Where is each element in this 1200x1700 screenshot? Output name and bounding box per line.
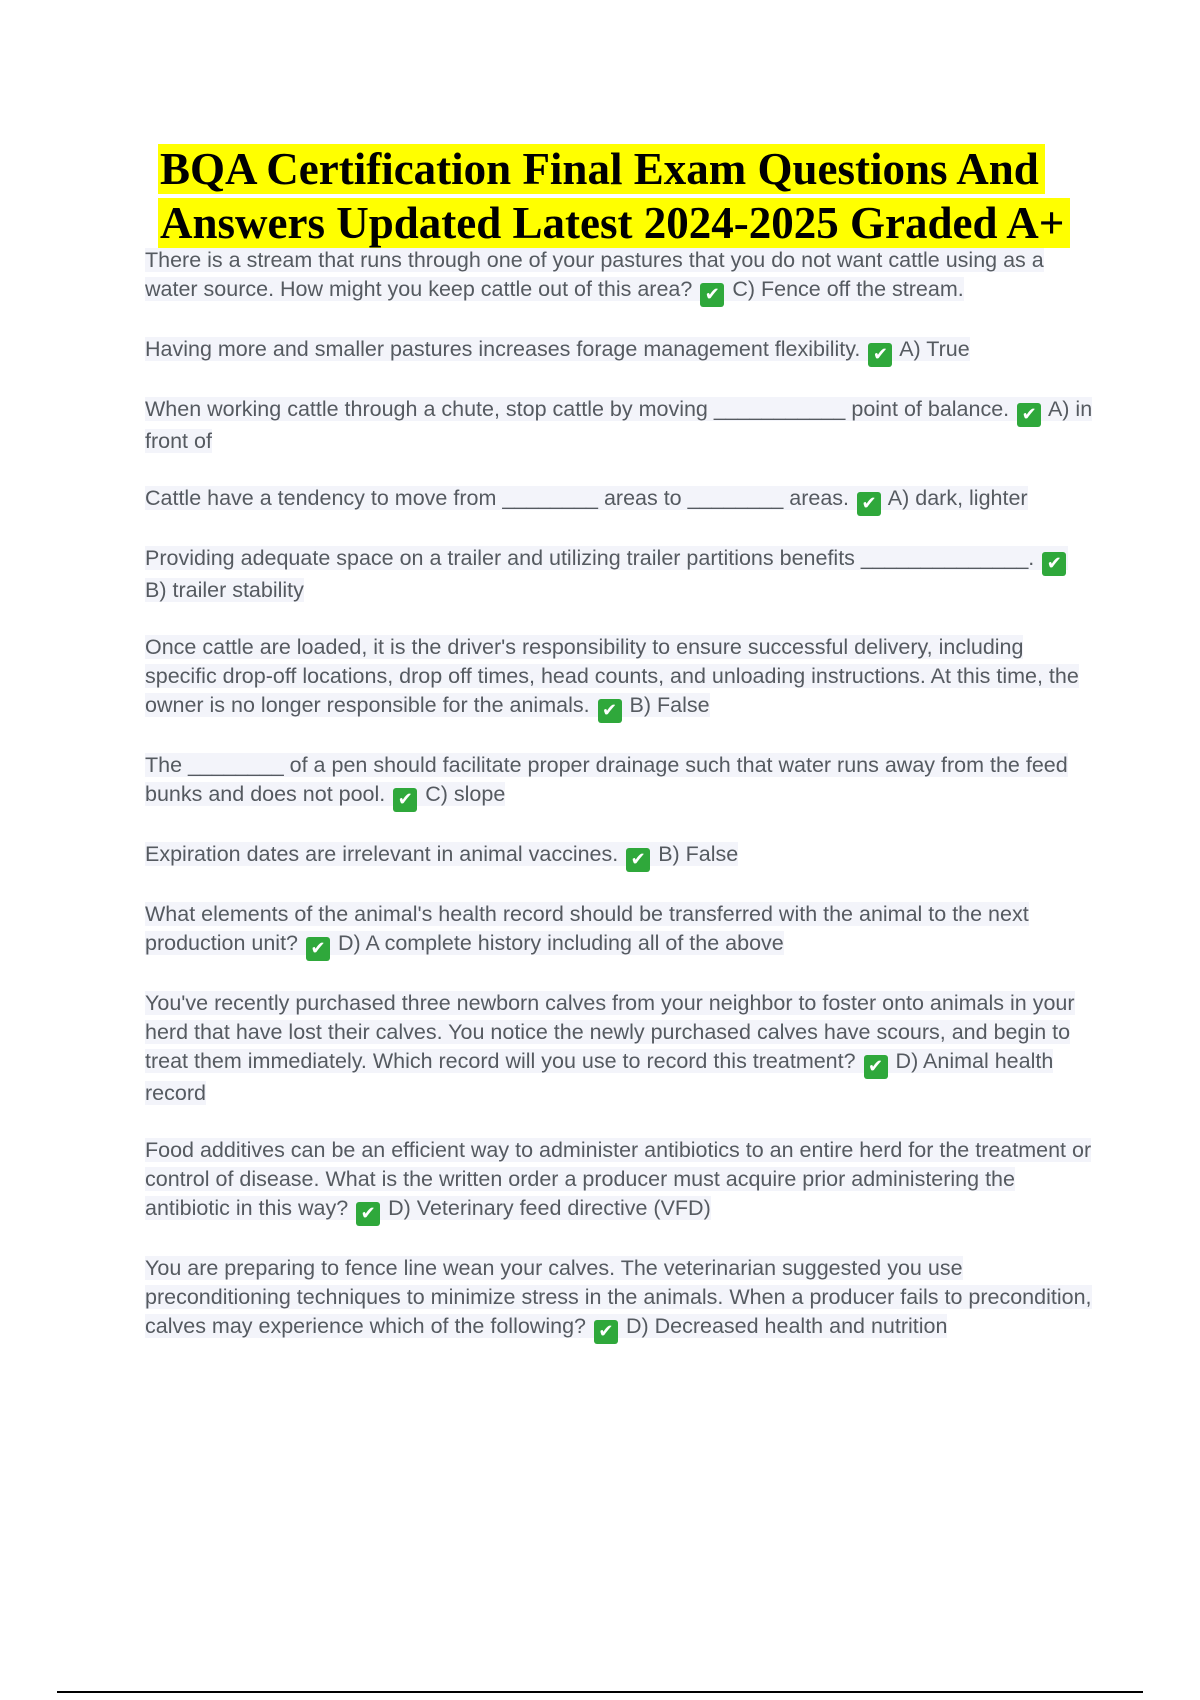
check-mark-icon: ✔ [700,283,724,307]
qa-item [145,395,1095,456]
qa-highlight [145,635,1079,721]
check-mark-icon: ✔ [393,788,417,812]
check-mark-icon: ✔ [868,343,892,367]
answer-text: D) Decreased health and nutrition [625,1314,948,1338]
qa-highlight [145,991,1075,1105]
qa-item [145,1254,1095,1344]
qa-highlight [145,1138,1092,1224]
qa-highlight [145,902,1029,959]
qa-highlight [145,1256,1092,1342]
question-text: Providing adequate space on a trailer and utilizing trailer partitions benefits ______________. [145,546,1035,570]
answer-text: B) False [629,693,710,717]
qa-item [145,246,1095,307]
answer-text: A) in front of [145,397,1093,453]
qa-highlight [145,842,739,870]
check-mark-icon: ✔ [356,1202,380,1226]
check-mark-icon: ✔ [864,1055,888,1079]
question-text: Having more and smaller pastures increases forage management flexibility. [145,337,861,361]
question-text: There is a stream that runs through one of your pastures that you do not want cattle using as a water source. How might you keep cattle out of this area? [145,248,1044,301]
qa-highlight [145,546,1068,602]
question-text: You are preparing to fence line wean your calves. The veterinarian suggested you use preconditioning techniques to minimize stress in the animals. When a producer fails to precondition, calves may experience which of the following? [145,1256,1092,1338]
qa-item [145,633,1095,723]
answer-text: D) A complete history including all of the above [337,931,784,955]
page-title [158,142,1148,250]
qa-item [145,751,1095,812]
check-mark-icon: ✔ [1042,552,1066,576]
question-text: Cattle have a tendency to move from ________ areas to ________ areas. [145,486,849,510]
answer-text: D) Veterinary feed directive (VFD) [388,1196,711,1220]
question-text: Food additives can be an efficient way to administer antibiotics to an entire herd for the treatment or control of disease. What is the written order a producer must acquire prior administering the antibiotic in this way? [145,1138,1092,1220]
check-mark-icon: ✔ [1017,403,1041,427]
answer-text: C) Fence off the stream. [732,277,964,301]
check-mark-icon: ✔ [306,937,330,961]
question-text: Expiration dates are irrelevant in animal vaccines. [145,842,619,866]
question-text: When working cattle through a chute, stop cattle by moving ___________ point of balance. [145,397,1010,421]
qa-item [145,484,1095,516]
question-text: You've recently purchased three newborn calves from your neighbor to foster onto animals in your herd that have lost their calves. You notice the newly purchased calves have scours, and begin to treat them immediately. Which record will you use to record this treatment? [145,991,1075,1073]
question-list [145,246,1095,1372]
qa-highlight [145,753,1068,810]
qa-item [145,989,1095,1108]
check-mark-icon: ✔ [626,848,650,872]
check-mark-icon: ✔ [598,699,622,723]
qa-highlight [145,337,970,365]
answer-text: C) slope [425,782,506,806]
qa-highlight [145,486,1028,514]
answer-text: B) False [658,842,739,866]
answer-text: A) True [899,337,970,361]
qa-item [145,1136,1095,1226]
answer-text: D) Animal health record [145,1049,1054,1105]
answer-text: B) trailer stability [145,578,304,602]
check-mark-icon: ✔ [594,1320,618,1344]
question-text: The ________ of a pen should facilitate proper drainage such that water runs away from the feed bunks and does not pool. [145,753,1068,806]
qa-highlight [145,248,1044,305]
title-text: BQA Certification Final Exam Questions And Answers Updated Latest 2024-2025 Graded A+ [158,144,1070,248]
qa-highlight [145,397,1092,453]
check-mark-icon: ✔ [857,492,881,516]
qa-item [145,840,1095,872]
answer-text: A) dark, lighter [887,486,1028,510]
question-text: What elements of the animal's health record should be transferred with the animal to the next production unit? [145,902,1029,955]
question-text: Once cattle are loaded, it is the driver's responsibility to ensure successful delivery, including specific drop-off locations, drop off times, head counts, and unloading instructions. At this time, the owner is no longer responsible for the animals. [145,635,1079,717]
qa-item [145,335,1095,367]
qa-item [145,900,1095,961]
qa-item [145,544,1095,605]
footer-divider [57,1691,1143,1693]
